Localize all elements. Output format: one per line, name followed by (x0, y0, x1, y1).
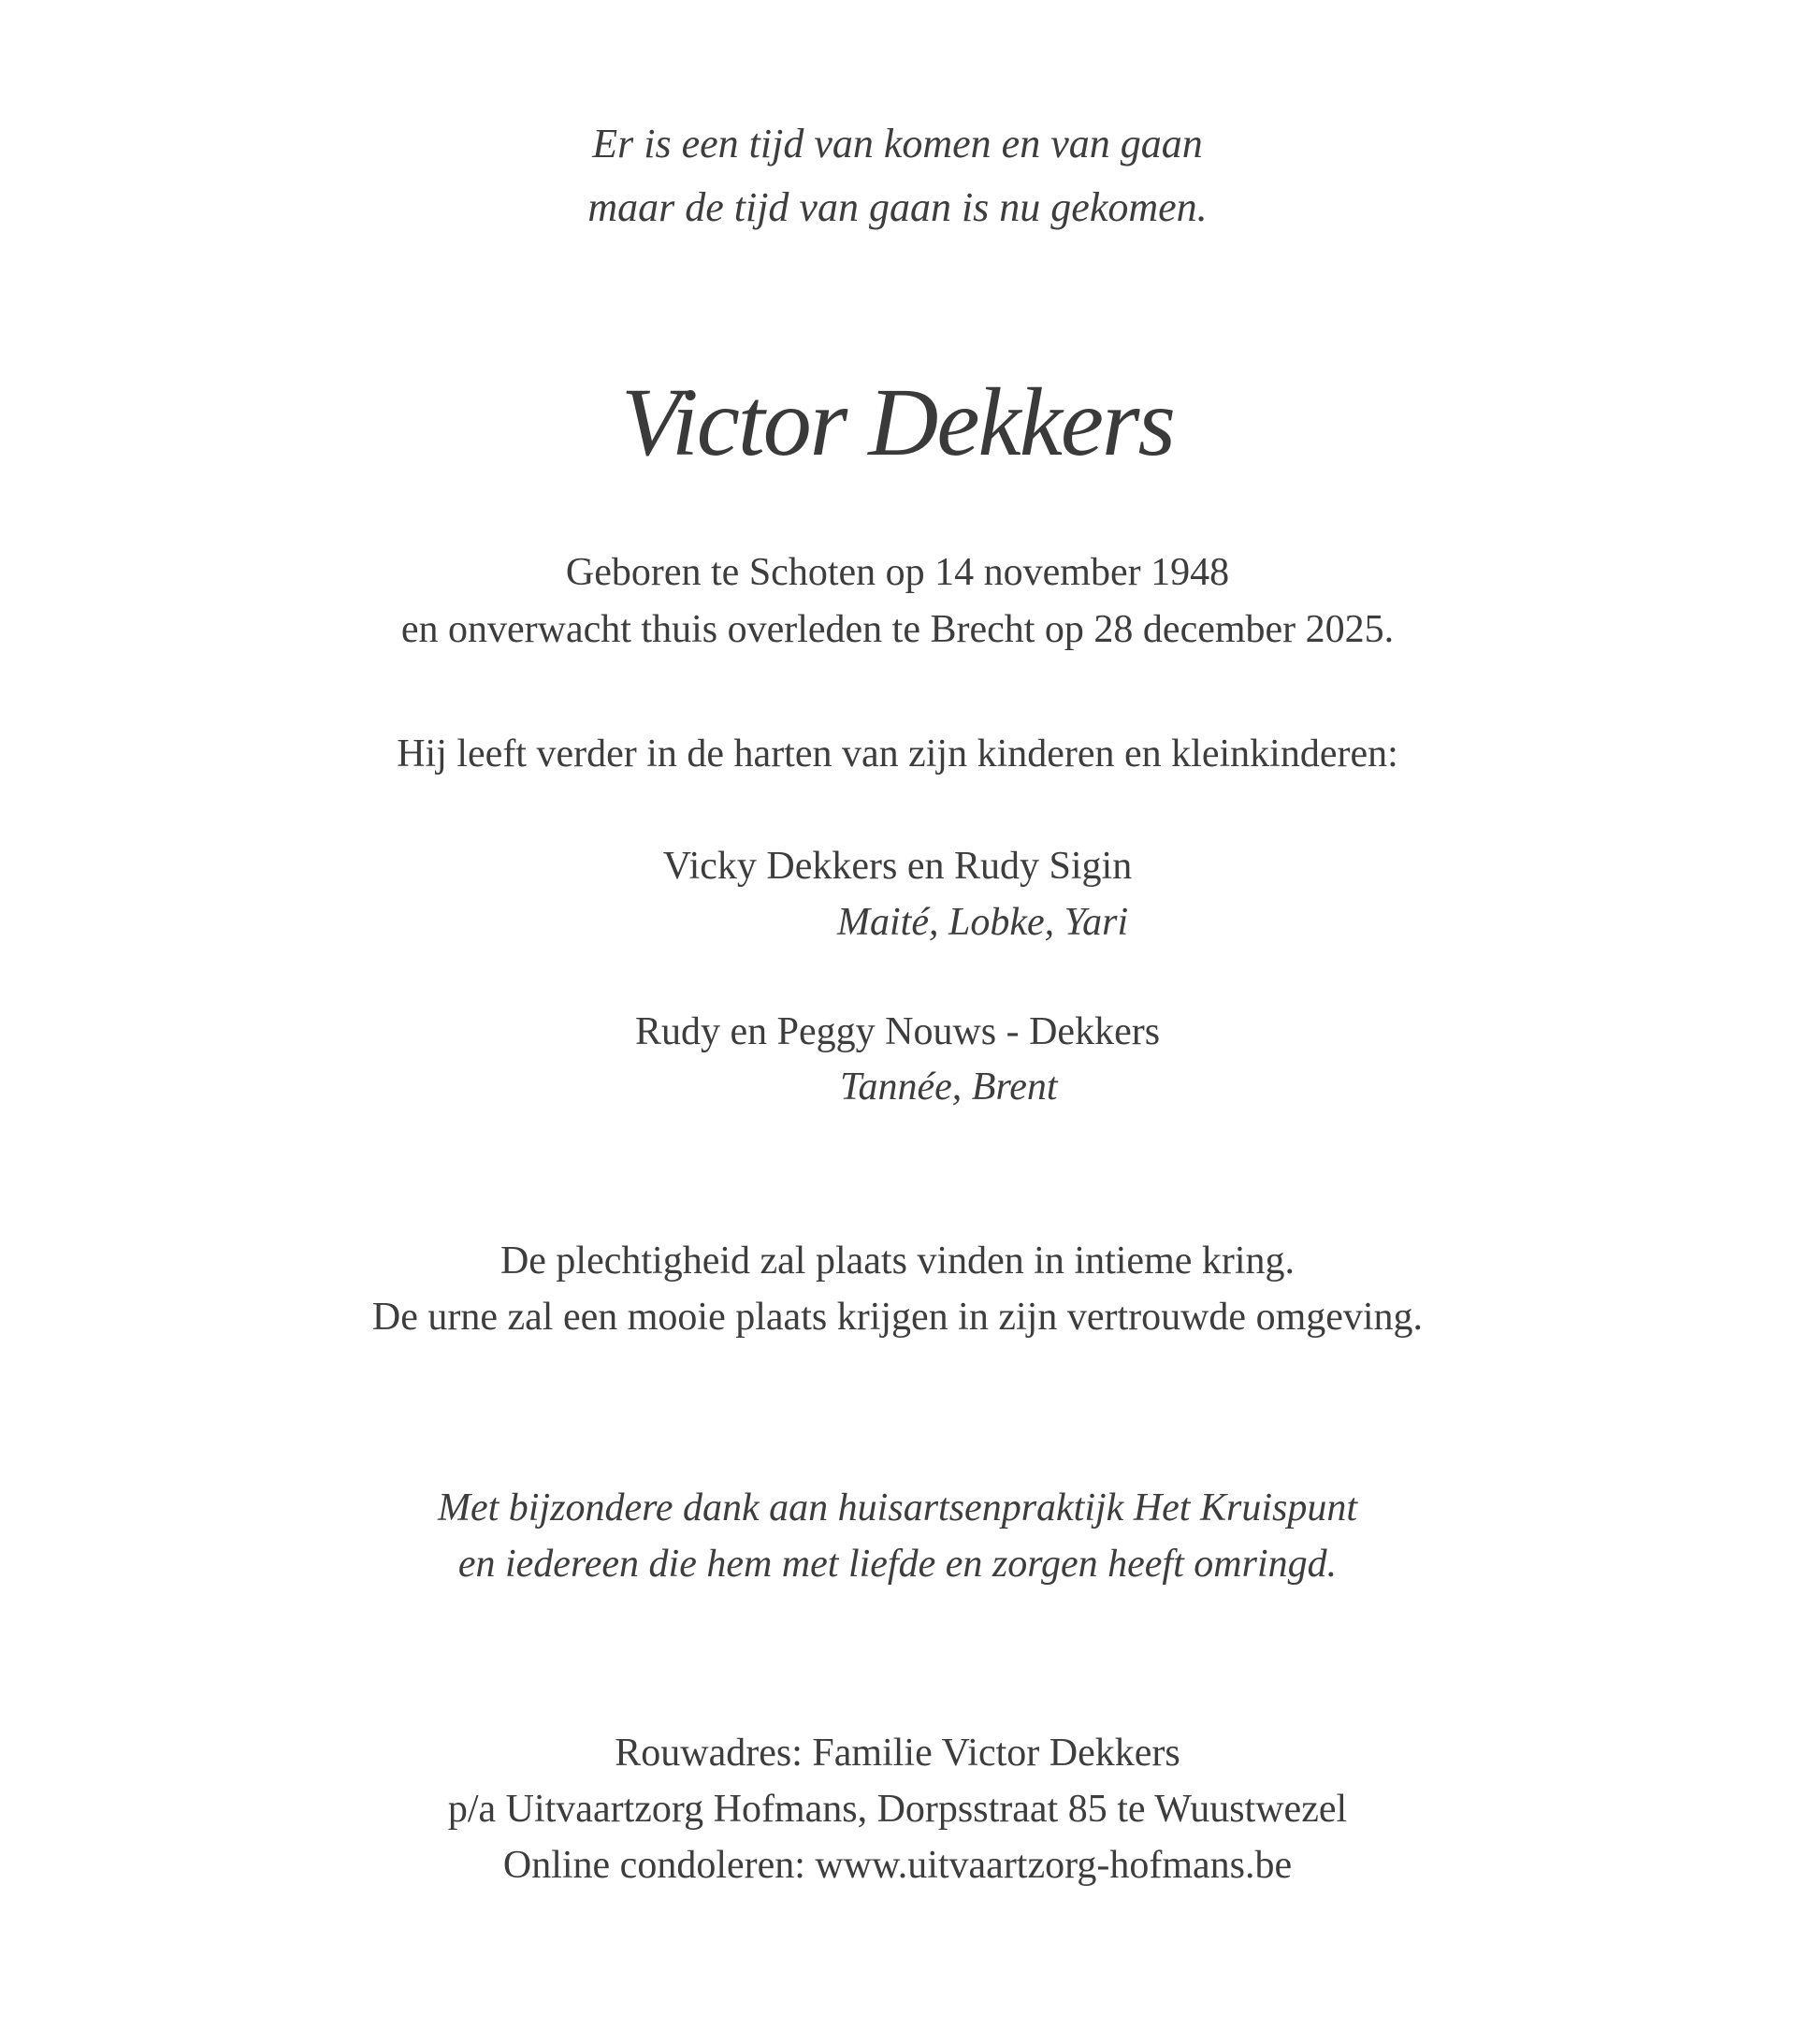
funeral-home-address: p/a Uitvaartzorg Hofmans, Dorpsstraat 85 te Wuustwezel (447, 1788, 1348, 1831)
ceremony-line-1: De plechtigheid zal plaats vinden in intieme kring. (499, 1239, 1296, 1283)
family-1-grandchildren: Maité, Lobke, Yari (837, 901, 1129, 944)
death-line: en onverwacht thuis overleden te Brecht op 28 december 2025. (400, 608, 1395, 651)
deceased-name: Victor Dekkers (621, 369, 1174, 476)
thanks-line-2: en iedereen die hem met liefde en zorgen heeft omringd. (457, 1543, 1338, 1586)
survivors-intro: Hij leeft verder in de harten van zijn kinderen en kleinkinderen: (397, 732, 1398, 776)
family-1-parents: Vicky Dekkers en Rudy Sigin (662, 845, 1133, 888)
family-2-parents: Rudy en Peggy Nouws - Dekkers (634, 1010, 1161, 1053)
ceremony-line-2: De urne zal een mooie plaats krijgen in zijn vertrouwde omgeving. (371, 1296, 1424, 1339)
birth-line: Geboren te Schoten op 14 november 1948 (565, 551, 1230, 594)
motto-line-2: maar de tijd van gaan is nu gekomen. (587, 184, 1208, 230)
family-2-grandchildren: Tannée, Brent (840, 1065, 1058, 1109)
thanks-line-1: Met bijzondere dank aan huisartsenpraktijk Het Kruispunt (437, 1486, 1358, 1529)
mourning-address: Rouwadres: Familie Victor Dekkers (615, 1732, 1180, 1775)
online-condolences: Online condoleren: www.uitvaartzorg-hofmans.be (502, 1844, 1293, 1887)
motto-line-1: Er is een tijd van komen en van gaan (592, 121, 1203, 167)
